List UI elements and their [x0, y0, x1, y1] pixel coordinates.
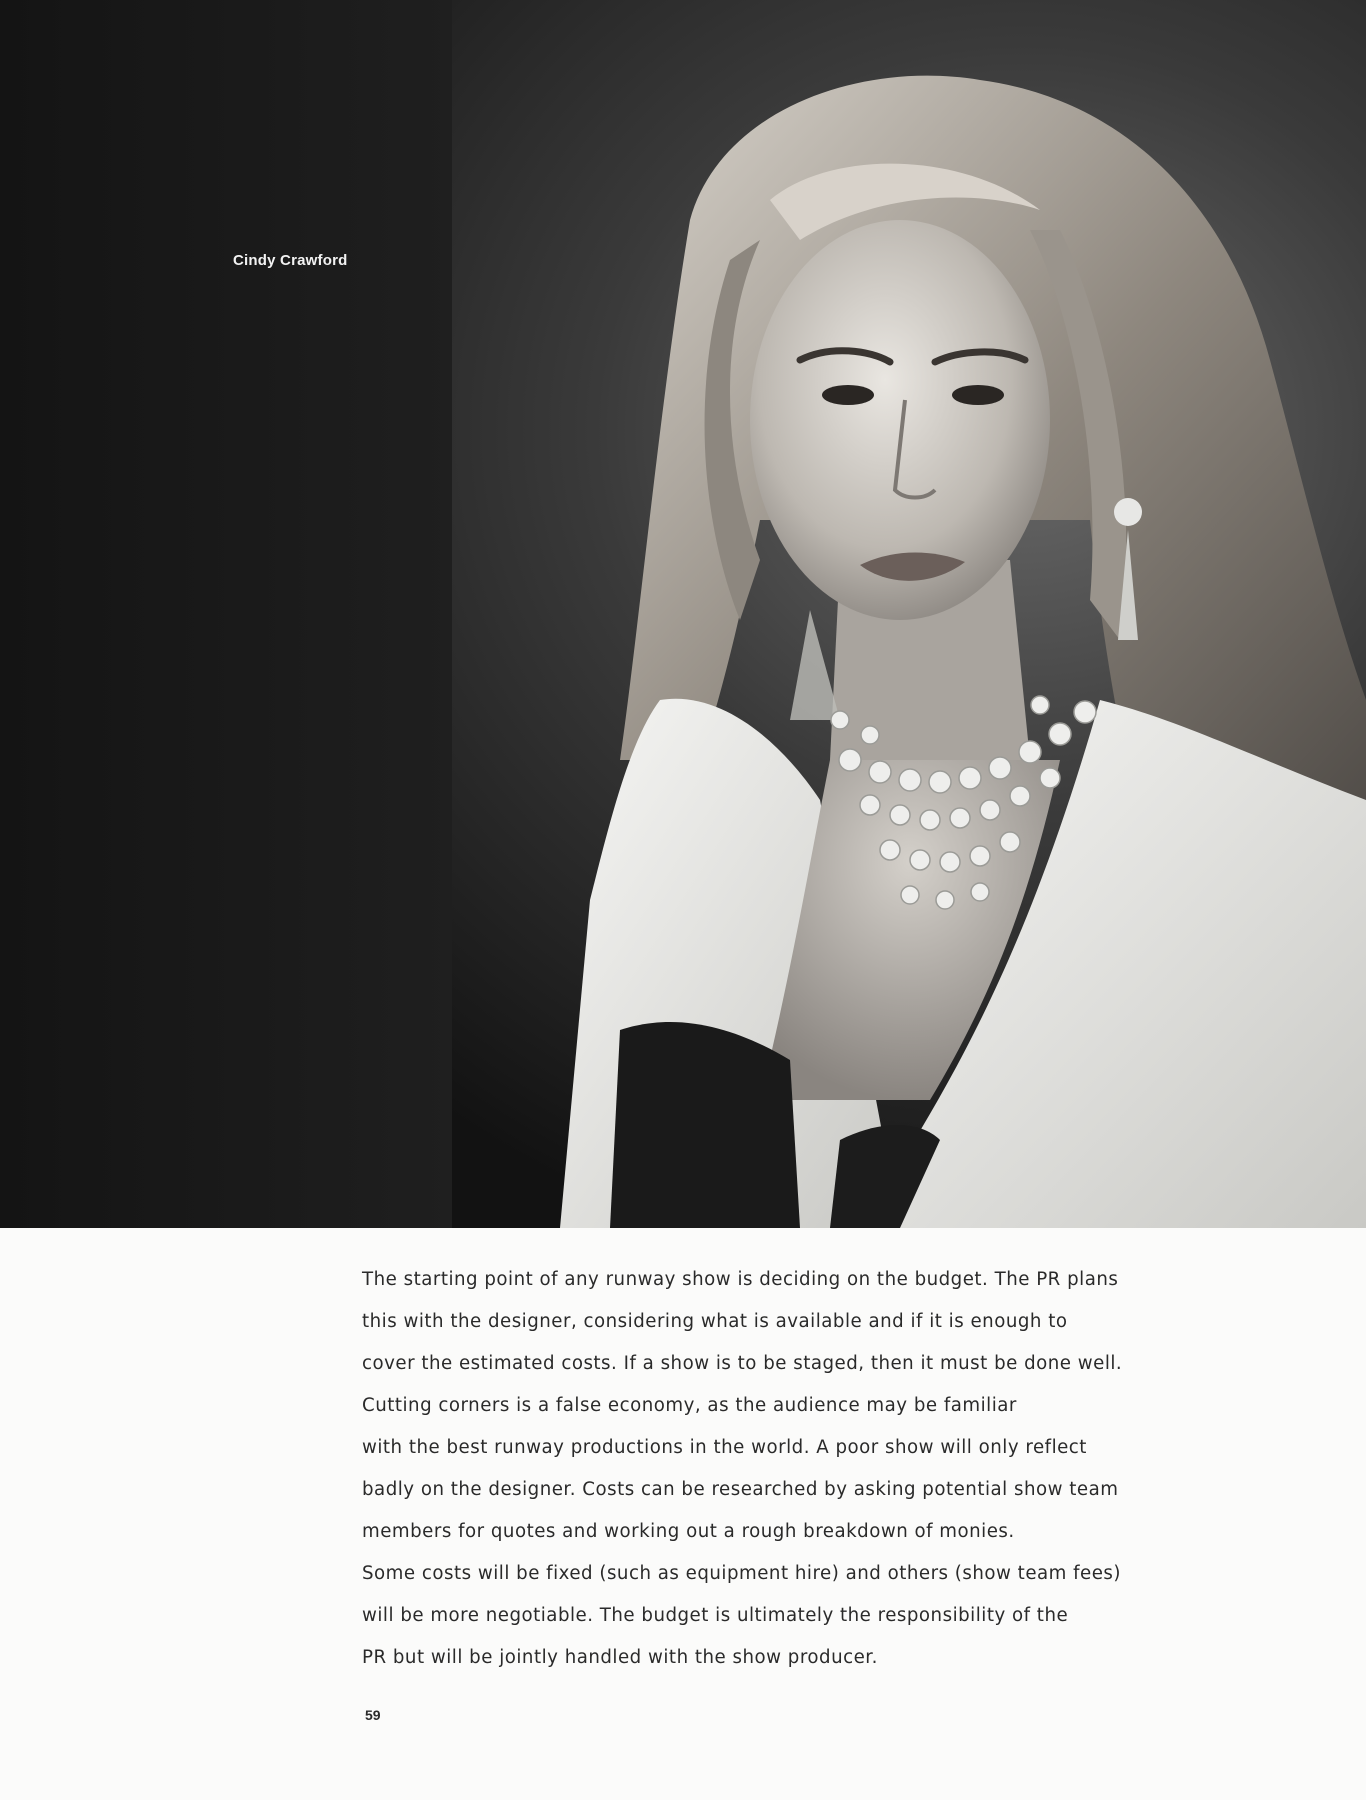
page-number: 59: [365, 1707, 381, 1723]
body-text-line: members for quotes and working out a rough breakdown of monies.: [362, 1521, 1015, 1542]
body-text-line: cover the estimated costs. If a show is to be staged, then it must be done well.: [362, 1353, 1123, 1374]
body-text-line: this with the designer, considering what is available and if it is enough to: [362, 1311, 1068, 1332]
photo-caption: Cindy Crawford: [233, 252, 348, 269]
body-paragraph: [362, 1265, 1222, 1685]
body-text-line: PR but will be jointly handled with the show producer.: [362, 1647, 878, 1668]
body-text-line: The starting point of any runway show is deciding on the budget. The PR plans: [362, 1269, 1119, 1290]
body-text-line: with the best runway productions in the world. A poor show will only reflect: [362, 1437, 1087, 1458]
body-text-line: Some costs will be fixed (such as equipment hire) and others (show team fees): [362, 1563, 1122, 1584]
body-text-line: will be more negotiable. The budget is ultimately the responsibility of the: [362, 1605, 1069, 1626]
body-text-line: Cutting corners is a false economy, as the audience may be familiar: [362, 1395, 1017, 1416]
body-text-line: badly on the designer. Costs can be researched by asking potential show team: [362, 1479, 1119, 1500]
